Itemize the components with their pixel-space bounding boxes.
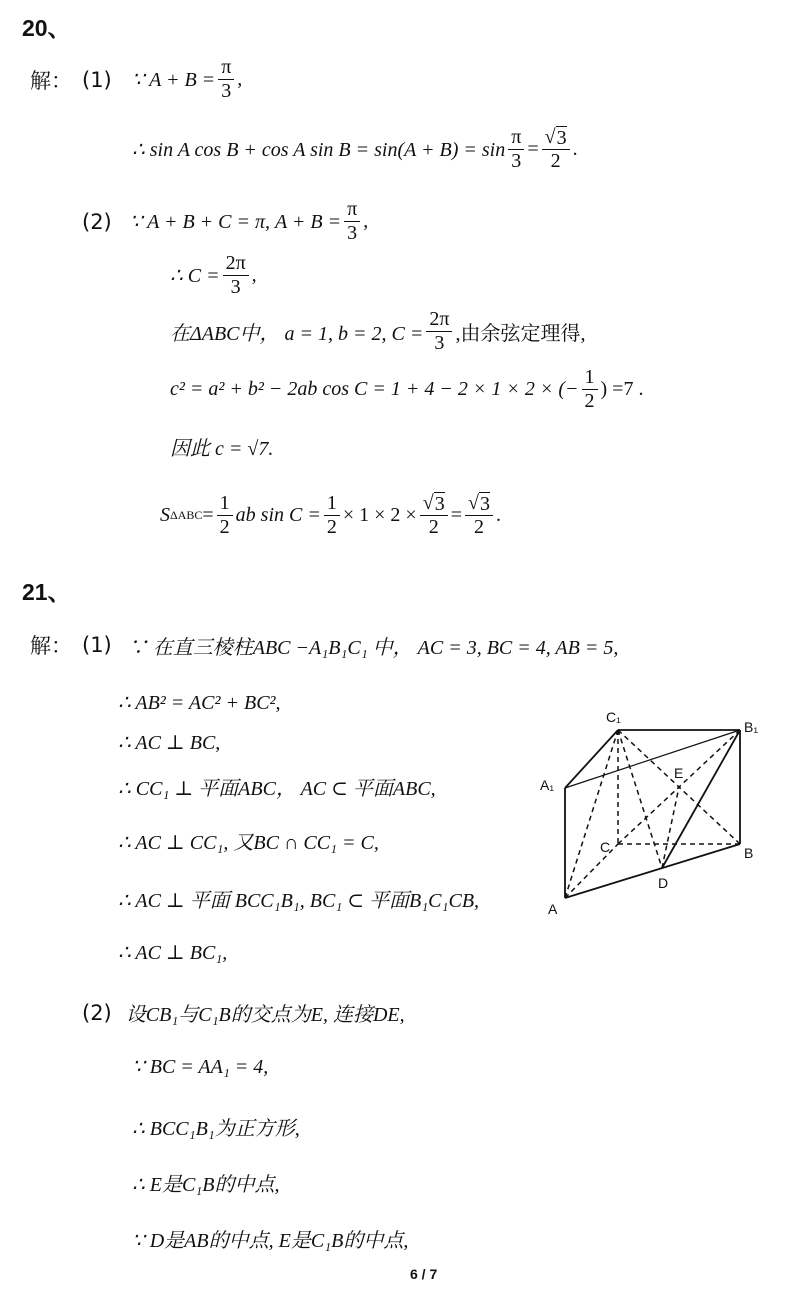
question-20-number: 20、 [22, 15, 71, 41]
q20-part2-line2 [170, 252, 257, 299]
punct: . [572, 138, 578, 160]
fraction: $\frac{\pi}{3}$ [344, 198, 360, 245]
fraction: √ 3 2 [465, 492, 493, 539]
q20-area-line [160, 492, 501, 539]
fraction: $\frac{\pi}{3}$ [508, 126, 524, 173]
punct: . [495, 504, 501, 526]
label-b1: B₁ [744, 719, 759, 735]
fraction: √ 3 2 [542, 126, 570, 173]
equals: = [450, 504, 462, 526]
label-a: A [548, 901, 558, 917]
punct: , [251, 264, 257, 286]
math-text: c² = a² + b² − 2ab cos C = 1 + 4 − 2 × 1 × 2 × (− [170, 378, 579, 400]
q20-part2-line3 [170, 308, 585, 355]
math-text: ∵ A + B = [131, 69, 216, 91]
equals: = [527, 138, 539, 160]
math-text: ∵ A + B + C = π, A + B = [129, 211, 342, 233]
edge-c1-a [565, 730, 618, 898]
part-2-label: (2) [82, 209, 112, 234]
q21-line10: ∴ BCC₁B₁为正方形, [132, 1118, 300, 1140]
math-text: ∴ C = [170, 265, 220, 287]
part-1-label: (1) [82, 633, 112, 657]
page-number: 6 / 7 [410, 1266, 438, 1282]
math-text: ∴ sin A cos B + cos A sin B = sin(A + B) = sin [132, 139, 506, 161]
math-text: 因此 c = √7. [170, 438, 274, 460]
q21-part2-line1 [82, 998, 405, 1027]
edge-c-b1 [618, 730, 740, 844]
q21-line7: ∴ AC ⊥ BC₁, [118, 942, 228, 964]
subscript: ΔABC [170, 508, 203, 522]
q21-line9: ∵ BC = AA₁ = 4, [132, 1056, 269, 1078]
equals: = [202, 504, 214, 526]
label-d: D [658, 875, 669, 891]
q21-part1-line1 [30, 630, 618, 660]
math-text: 设CB₁与C₁B的交点为E, 连接DE, [125, 1004, 405, 1026]
label-b: B [744, 845, 754, 861]
q21-line12: ∵ D是AB的中点, E是C₁B的中点, [132, 1230, 409, 1252]
q20-part1-line1 [30, 56, 242, 103]
solve-label: 解： [30, 634, 72, 658]
q21-line5: ∴ AC ⊥ CC₁, 又BC ∩ CC₁ = C, [118, 832, 379, 854]
fraction: $\frac{2\pi}{3}$ [223, 252, 249, 299]
label-c1: C₁ [606, 709, 621, 725]
fraction: $\frac{1}{2}$ [324, 492, 340, 539]
question-21-number: 21、 [22, 579, 71, 605]
punct: , [363, 210, 369, 232]
part-1-label: (1) [82, 67, 112, 92]
edge-d-e [662, 787, 679, 868]
q21-line6: ∴ AC ⊥ 平面 BCC₁B₁, BC₁ ⊂ 平面B₁C₁CB, [118, 890, 480, 912]
q21-line11: ∴ E是C₁B的中点, [132, 1174, 280, 1196]
fraction: $\frac{\pi}{3}$ [218, 56, 234, 103]
math-text: 在ΔABC中， a = 1, b = 2, C = [170, 323, 424, 345]
solve-label: 解： [30, 68, 72, 93]
q20-part2-line5 [170, 432, 273, 461]
prism-figure [530, 700, 770, 920]
math-text: ab sin C = [235, 504, 321, 526]
part-2-label: (2) [82, 1000, 112, 1025]
math-text: S [160, 504, 170, 526]
label-a1: A₁ [540, 777, 555, 793]
q21-line4: ∴ CC₁ ⊥ 平面ABC， AC ⊂ 平面ABC, [118, 778, 436, 800]
label-e: E [674, 765, 684, 781]
fraction: $\frac{2\pi}{3}$ [426, 308, 452, 355]
fraction: $\frac{1}{2}$ [582, 366, 598, 413]
math-text: ,由余弦定理得, [455, 323, 586, 345]
q20-part2-line4 [170, 366, 643, 413]
q21-line2: ∴ AB² = AC² + BC², [118, 692, 281, 714]
punct: , [237, 68, 243, 90]
math-text: ) =7 . [600, 378, 644, 400]
math-text: × 1 × 2 × [342, 504, 417, 526]
fraction: √ 3 2 [420, 492, 448, 539]
label-c: C [600, 839, 611, 855]
fraction: $\frac{1}{2}$ [217, 492, 233, 539]
q21-line3: ∴ AC ⊥ BC, [118, 732, 221, 754]
math-text: ∵ 在直三棱柱ABC −A₁B₁C₁ 中， AC = 3, BC = 4, AB = 5, [127, 636, 619, 659]
q20-part1-line2 [132, 126, 578, 173]
q20-part2-line1 [82, 198, 368, 245]
